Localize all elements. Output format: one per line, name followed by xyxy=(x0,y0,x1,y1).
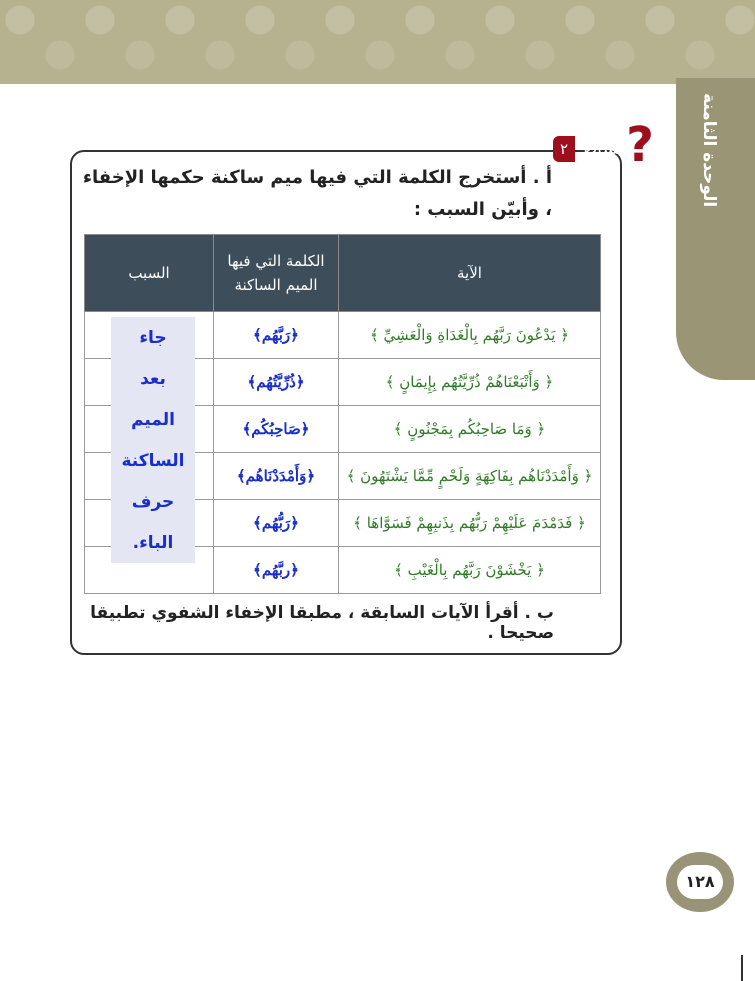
page-edge-mark xyxy=(741,955,743,981)
reason-line: الباء. xyxy=(132,532,174,553)
ayah-cell: ﴿ وَمَا صَاحِبُكُم بِمَجْنُونٍ ﴾ xyxy=(339,406,601,453)
word-cell: ﴿رَبَّهُم﴾ xyxy=(214,312,339,359)
instruction-text: أ . أستخرج الكلمة التي فيها ميم ساكنة حكمها الإخفاء ، وأبيّن السبب : xyxy=(82,167,552,220)
reason-line: الميم xyxy=(131,409,175,430)
word-cell: ﴿وَأَمْدَدْنَاهُم﴾ xyxy=(214,453,339,500)
ayah-cell: ﴿ وَأَتْبَعْنَاهُمْ ذُرِّيَّتُهُم بِإِيمَانٍ ﴾ xyxy=(339,359,601,406)
reason-answer-box xyxy=(111,317,195,563)
page-number: ١٢٨ xyxy=(677,865,723,899)
reason-line: بعد xyxy=(140,368,166,389)
activity-label: نشاط xyxy=(580,138,624,159)
word-cell: ﴿صَاحِبُكُم﴾ xyxy=(214,406,339,453)
reason-line: حرف xyxy=(131,491,175,512)
unit-title: الوحدة الثامنة xyxy=(699,92,719,208)
header-word: الكلمة التي فيها الميم الساكنة xyxy=(214,235,339,312)
header-reason: السبب xyxy=(85,235,214,312)
question-mark-icon: ? xyxy=(626,117,654,173)
activity-number: ٢ xyxy=(553,136,575,162)
task-b-text: ب . أقرأ الآيات السابقة ، مطبقا الإخفاء الشفوي تطبيقا صحيحا . xyxy=(90,603,554,643)
ayah-cell: ﴿ يَخْشَوْنَ رَبَّهُم بِالْغَيْبِ ﴾ xyxy=(339,547,601,594)
word-cell: ﴿ربَّهُم﴾ xyxy=(214,547,339,594)
reason-line: جاء xyxy=(139,327,167,348)
header-band xyxy=(0,0,755,84)
page-number-badge xyxy=(666,852,734,912)
reason-line: الساكنة xyxy=(121,450,185,471)
header-ayah: الآية xyxy=(339,235,601,312)
ayah-cell: ﴿ يَدْعُونَ رَبَّهُم بِالْغَدَاةِ وَالْعَشِيِّ ﴾ xyxy=(339,312,601,359)
word-cell: ﴿رَبُّهُم﴾ xyxy=(214,500,339,547)
ayah-cell: ﴿ فَدَمْدَمَ عَلَيْهِمْ رَبُّهُم بِذَنبِهِمْ فَسَوَّاهَا ﴾ xyxy=(339,500,601,547)
ayah-cell: ﴿ وَأَمْدَدْنَاهُم بِفَاكِهَةٍ وَلَحْمٍ مِّمَّا يَشْتَهُونَ ﴾ xyxy=(339,453,601,500)
word-cell: ﴿ذُرِّيَّتُهُم﴾ xyxy=(214,359,339,406)
